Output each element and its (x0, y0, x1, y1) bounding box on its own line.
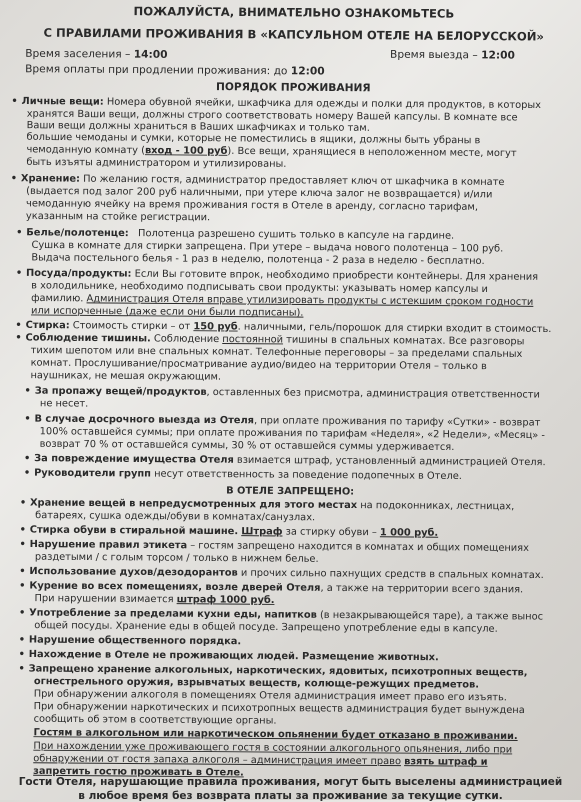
prohibited-storage: • Хранение вещей в непредусмотренных для этого местах на подоконниках, лестницах, (19, 497, 515, 513)
rule-text: Ваши вещи должны храниться в Ваших шкафчиках и только там. (26, 120, 370, 134)
rule-text: 100% оставшейся суммы; при оплате проживания по тарифам «Неделя», «2 Недели», «Месяц» - (39, 426, 546, 442)
rule-text: При обнаружении наркотических и психотропных веществ администрация будет вынуждена (33, 701, 525, 716)
rule-lost-items: • За пропажу вещей/продуктов, оставленных без присмотра, администрация ответственности (24, 385, 540, 401)
rule-text: фамилию. Администрация Отеля вправе утилизировать продукты с истекшим сроком годности (31, 293, 534, 308)
rule-text: или испорченные (даже если они были подписаны). (30, 305, 304, 319)
prohibited-shoe-wash: • Стирка обуви в стиральной машине. Штраф за стирку обуви – 1 000 руб. (19, 524, 439, 539)
rule-text: При нахождении уже проживающего гостя в состоянии алкогольного опьянения, либо при (33, 741, 513, 756)
rule-text: чемоданную ячейку на время проживания гостя в Отеле в аренду, согласно тарифам, (26, 198, 478, 213)
rule-text: возврат 70 % от оставшейся суммы, 30 % от оставшейся суммы удерживается. (39, 439, 455, 453)
rule-text: Выдача постельного белья - 1 раз в неделю, полотенца - 2 раза в неделю - бесплатно. (31, 252, 485, 267)
rule-text: огнестрельного оружия, взрывчатых веществ, колюще-режущих предметов. (33, 676, 480, 691)
rule-text: батареях, сушка одежды/обуви в комнатах/санузлах. (35, 510, 316, 524)
rule-storage: • Хранение: По желанию гостя, администратор предоставляет ключ от шкафчика в комнате (10, 173, 505, 188)
prohibited-perfume: • Использование духов/дезодорантов и прочих сильно пахнущих средств в спальных комнатах. (19, 566, 544, 581)
rule-text: При обнаружении алкоголя в помещениях Отеля администрация имеет право его изъять. (33, 688, 508, 704)
prohibited-title: В ОТЕЛЕ ЗАПРЕЩЕНО: (226, 485, 355, 498)
payment-time: Время оплаты при продлении проживания: до 12:00 (25, 62, 325, 78)
rule-text: обнаружении от гостя запаха алкоголя – администрация имеет право взять штраф и (33, 753, 488, 768)
rule-text: наушниках, не мешая окружающим. (30, 370, 222, 383)
title-line-1: ПОЖАЛУЙСТА, ВНИМАТЕЛЬНО ОЗНАКОМЬТЕСЬ (133, 4, 455, 21)
rule-text: не несет. (39, 398, 89, 410)
checkout-time: Время выезда – 12:00 (390, 48, 515, 62)
prohibited-food: • Употребление за пределами кухни еды, напитков (в незакрывающейся таре), а также вынос (18, 607, 544, 623)
prohibited-visitors: • Нахождение в Отеле не проживающих людей. Размещение животных. (18, 649, 439, 664)
rule-text: быть изъяты администратором и утилизированы. (26, 157, 287, 170)
title-line-2: С ПРАВИЛАМИ ПРОЖИВАНИЯ В «КАПСУЛЬНОМ ОТЕЛЕ НА БЕЛОРУССКОЙ» (43, 26, 544, 44)
rule-text: раздетыми / с голым торсом / только в нижнем белье. (34, 551, 319, 565)
prohibited-smoking: • Курение во всех помещениях, возле дверей Отеля, а также на территории всего здания. (19, 580, 524, 596)
rule-silence: • Соблюдение тишины. Соблюдение постоянной тишины в спальных комнатах. Все разговоры (15, 332, 525, 348)
rule-text: (выдается под залог 200 руб наличными, при утере ключа залог не возвращается) и/или (26, 186, 493, 201)
rule-damage: • За повреждение имущества Отеля взимается штраф, установленный администрацией Отеля. (24, 453, 546, 469)
rule-linen: • Белье/полотенце: Полотенца разрешено сушить только в капсуле на гардине. (16, 227, 455, 242)
rule-text: в холодильнике, необходимо подписывать свои продукты: указывать номер капсулы и (31, 280, 488, 295)
prohibited-etiquette: • Нарушение правил этикета – гостям запрещено находится в комнатах и общих помещениях (19, 539, 529, 554)
rule-personal-items: • Личные вещи: Номера обувной ячейки, шкафчика для одежды и полки для продуктов, в которых (11, 96, 541, 111)
rule-text: большие чемоданы и сумки, которые не поместились в ящики, должны быть убраны в (26, 132, 481, 147)
rule-text: указанным на стойке регистрации. (25, 211, 211, 224)
rule-laundry: • Стирка: Стоимость стирки – от 150 руб. наличными, гель/порошок для стирки входит в стоимость. (15, 320, 552, 335)
checkin-time: Время заселения – 14:00 (25, 47, 168, 61)
rule-text: Сушка в комнате для стирки запрещена. При утере – выдача нового полотенца – 100 руб. (31, 240, 504, 255)
rule-dishes: • Посуда/продукты: Если Вы готовите впрок, необходимо приобрести контейнеры. Для хранения (15, 268, 539, 283)
footer-line-1: Гости Отеля, нарушающие правила проживания, могут быть выселены администрацией (18, 776, 563, 788)
rule-text: хранятся Ваши вещи, должны строго соответствовать номеру Вашей капсулы. В комнате все (26, 108, 518, 124)
rule-text: запретить гостю проживать в Отеле. (33, 766, 244, 779)
rule-group-leaders: • Руководители групп несут ответственность за поведение подопечных в Отеле. (23, 467, 462, 482)
rule-text: сообщить об этом в соответствующие органы. (33, 714, 277, 727)
order-title: ПОРЯДОК ПРОЖИВАНИЯ (215, 80, 371, 95)
rule-text: комнат. Прослушивание/просматривание аудио/видео на территории Отеля – только в (30, 357, 487, 373)
footer-line-2: в любое время без возврата платы за проживание за текущие сутки. (78, 790, 503, 802)
rule-early-checkout: • В случае досрочного выезда из Отеля, при оплате проживания по тарифу «Сутки» - возврат (24, 413, 541, 429)
rule-text: тихим шепотом или вне спальных комнат. Телефонные переговоры – за пределами спальных (30, 345, 523, 360)
intoxication-refusal: Гостям в алкогольном или наркотическом опьянении будет отказано в проживании. (33, 727, 518, 742)
rule-text: общей посуды. Хранение еды в общей посуде. Запрещено употребление еды в капсуле. (34, 620, 498, 635)
rule-text: чемоданную комнату (вход - 100 руб). Все вещи, хранящиеся в неположенном месте, могут (26, 144, 517, 160)
rule-text: При нарушении взимается штраф 1000 руб. (34, 593, 275, 606)
prohibited-substances: • Запрещено хранение алкогольных, наркотических, ядовитых, психотропных веществ, (18, 663, 528, 679)
prohibited-disorder: • Нарушение общественного порядка. (18, 634, 242, 648)
